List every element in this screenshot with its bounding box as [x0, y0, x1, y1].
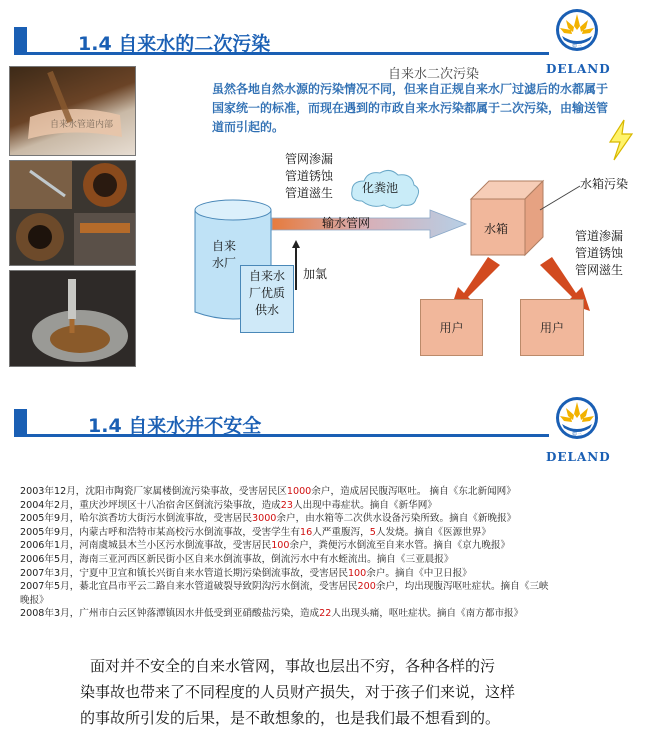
photo-dirty-sink: [9, 270, 136, 367]
lotus-logo-icon: [546, 394, 608, 446]
tank-label: 水箱: [484, 222, 509, 236]
news-text: 2003年12月，沈阳市陶瓷厂家属楼倒流污染事故，受害居民区: [20, 486, 287, 497]
diagram-title: 自来水二次污染: [388, 67, 480, 82]
rusty-water-icon: [10, 67, 135, 155]
news-text: 余户，粪便污水倒流至自来水管。摘自《京九晚报》: [289, 540, 511, 552]
photo-caption: 自来水管道内部: [50, 120, 114, 130]
supply-line3: 供水: [254, 303, 279, 317]
news-item: [20, 594, 645, 608]
logo-text-2: DELAND: [546, 450, 611, 464]
news-item: [20, 526, 645, 540]
news-text: 2006年5月，海南三亚河西区新民街小区自来水倒流事故，倒流污水中有水蛭流出。摘自《三亚晨报》: [20, 553, 454, 565]
slide2-title: 1.4 自来水并不安全: [88, 415, 262, 437]
news-text: 余户，由水箱等二次供水设备污染所致。摘自《新晚报》: [276, 513, 517, 525]
news-item: [20, 567, 645, 581]
chlorine-label: 加氯: [303, 267, 328, 281]
news-item: [20, 580, 645, 594]
supply-line1: 自来水: [248, 269, 285, 283]
news-text: 2007年3月，宁夏中卫宣和镇长兴街自来水管道长期污染倒流事故，受害居民: [20, 567, 348, 579]
pipe-bacteria-label: 管道滋生: [285, 186, 334, 200]
pipe-bacteria-right-label: 管网滋生: [575, 263, 624, 277]
summary-line2: 染事故也带来了不同程度的人员财产损失，对于孩子们来说，这样: [80, 683, 516, 701]
supply-line2: 厂优质: [248, 286, 285, 300]
user-box-right: 用户: [520, 299, 584, 356]
news-text: 人发烧。摘自《医源世界》: [375, 526, 491, 538]
news-item: [20, 512, 645, 526]
pipe-leak-right-label: 管道渗漏: [575, 229, 624, 243]
svg-text:德兰: 德兰: [571, 431, 583, 437]
news-count: 3000: [252, 513, 277, 525]
summary-line1: 面对并不安全的自来水管网，事故也层出不穷，各种各样的污: [90, 657, 496, 675]
news-item: [20, 553, 645, 567]
news-text: 余户。摘自《中卫日报》: [366, 567, 472, 579]
header2-bar-left: [14, 409, 27, 435]
news-text: 余户，均出现腹泻呕吐症状。摘自《三峡: [375, 581, 549, 593]
pipe-network-label: 输水管网: [322, 216, 371, 230]
news-count: 100: [347, 567, 367, 579]
news-count: 23: [280, 499, 293, 511]
news-item: [20, 485, 645, 499]
plant-label-line1: 自来: [212, 239, 237, 253]
water-tank-cube-icon: [467, 179, 547, 259]
pipe-issues-label: [285, 151, 333, 202]
summary-text: [80, 653, 516, 731]
news-count: 100: [271, 540, 290, 552]
lightning-icon: [606, 118, 636, 162]
photo-rusty-water-hand: [9, 66, 136, 156]
deland-logo: [546, 6, 611, 76]
news-item: [20, 607, 645, 621]
pipe-rust-right-label: 管道锈蚀: [575, 246, 624, 260]
news-text: 人出现中毒症状。摘自《新华网》: [293, 499, 437, 511]
news-item: [20, 539, 645, 553]
news-text: 2005年9月，哈尔滨香坊大街污水倒流事故，受害居民: [20, 513, 252, 525]
user-box-left: 用户: [420, 299, 483, 356]
pipe-leak-label: 管网渗漏: [285, 152, 334, 166]
news-count: 22: [319, 608, 332, 620]
news-list: [20, 485, 645, 621]
water-plant-label: [212, 238, 236, 272]
pipe-rust-label: 管道锈蚀: [285, 169, 334, 183]
plant-label-line2: 水厂: [212, 256, 237, 270]
lotus-logo-icon: [546, 6, 608, 58]
photo-rusty-pipes: [9, 160, 136, 266]
summary-line3: 的事故所引发的后果，是不敢想象的，也是我们最不想看到的。: [80, 709, 501, 727]
svg-text:德兰: 德兰: [571, 43, 583, 49]
septic-label: 化粪池: [362, 181, 399, 195]
news-count: 5: [369, 526, 376, 538]
tank-pollution-label: 水箱污染: [580, 177, 629, 191]
slide1-title: 1.4 自来水的二次污染: [78, 33, 271, 55]
sink-icon: [10, 271, 135, 366]
news-text: 2007年5月，綦北宜昌市平云二路自来水管道破裂导致阴沟污水倒流，受害居民: [20, 581, 358, 593]
news-text: 余户，造成居民腹泻呕吐。 摘自《东北新闻网》: [311, 486, 516, 497]
news-count: 1000: [286, 486, 312, 497]
logo-text: DELAND: [546, 62, 611, 76]
news-text: 人严重腹泻，: [312, 526, 370, 538]
header-bar-left: [14, 27, 27, 53]
news-count: 16: [299, 526, 313, 538]
rusty-pipe-icon: [10, 161, 135, 265]
news-item: [20, 499, 645, 513]
chlorine-up-arrow: [291, 240, 301, 290]
quality-supply-label: [244, 268, 290, 319]
news-text: 2006年1月，河南虞城县木兰小区污水倒流事故，受害居民: [20, 540, 272, 552]
news-text: 晚报》: [20, 594, 49, 606]
news-text: 2008年3月，广州市白云区钟落潭镇因水井低受到亚硝酸盐污染，造成: [20, 608, 320, 620]
news-text: 2004年2月，重庆沙坪坝区十八冶宿舍区倒流污染事故，造成: [20, 499, 281, 511]
news-text: 2005年9月，内蒙古呼和浩特市某高校污水倒流事故，受害学生有: [20, 526, 300, 538]
news-count: 200: [357, 581, 376, 593]
intro-text: 虽然各地自然水源的污染情况不同，但来自正规自来水厂过滤后的水都属于国家统一的标准，而现在遇到的市政自来水污染都属于二次污染，由输送管道而引起的。: [212, 82, 609, 134]
news-text: 人出现头痛，呕吐症状。摘自《南方都市报》: [331, 608, 524, 620]
deland-logo-2: [546, 394, 611, 464]
tank-pollution-pointer: [538, 184, 598, 214]
